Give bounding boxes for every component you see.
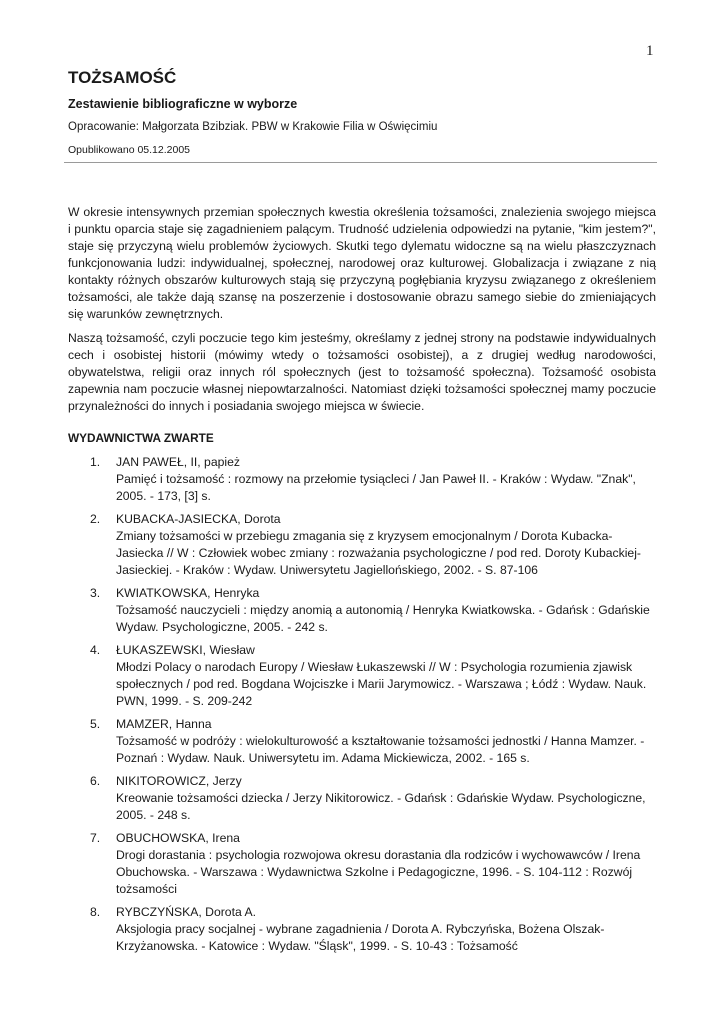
document-body <box>68 204 656 961</box>
entry-description: Zmiany tożsamości w przebiegu zmagania się z kryzysem emocjonalnym / Dorota Kubacka-Jasiecka // W : Człowiek wobec zmiany : rozważania psychologiczne / pod red. Doroty Kubackiej-Jasieckiej. - Kraków : Wydaw. Uniwersytetu Jagiellońskiego, 2002. - S. 87-106 <box>116 529 641 577</box>
entry-description: Tożsamość nauczycieli : między anomią a autonomią / Henryka Kwiatkowska. - Gdańsk : Gdańskie Wydaw. Psychologiczne, 2005. - 242 s. <box>116 603 650 634</box>
entry-author: ŁUKASZEWSKI, Wiesław <box>116 643 255 657</box>
document-title: TOŻSAMOŚĆ <box>68 68 177 87</box>
entry-number: 3. <box>90 586 101 600</box>
header-divider <box>64 162 657 163</box>
entry-number: 2. <box>90 512 101 526</box>
bibliography-entry <box>68 773 656 824</box>
entry-author: MAMZER, Hanna <box>116 717 212 731</box>
bibliography-entry <box>68 585 656 636</box>
section-heading: WYDAWNICTWA ZWARTE <box>68 431 214 445</box>
entry-author: JAN PAWEŁ, II, papież <box>116 455 240 469</box>
intro-paragraph: Naszą tożsamość, czyli poczucie tego kim jesteśmy, określamy z jednej strony na podstawie indywidualnych cech i osobistej historii (mówimy wtedy o tożsamości osobistej), a z drugiej według narodowości, obywatelstwa, religii oraz innych ról społecznych (jest to tożsamość społeczna). Tożsamość osobista zapewnia nam poczucie własnej niepowtarzalności. Natomiast dzięki tożsamości społecznej mamy poczucie przynależności do innych i posiadania swojego miejsca w świecie. <box>68 331 656 413</box>
entry-number: 6. <box>90 774 101 788</box>
published-date: Opublikowano 05.12.2005 <box>68 144 191 156</box>
entry-number: 1. <box>90 455 101 469</box>
entry-author: KWIATKOWSKA, Henryka <box>116 586 260 600</box>
bibliography-entry <box>68 511 656 579</box>
entry-author: KUBACKA-JASIECKA, Dorota <box>116 512 281 526</box>
intro-paragraph: W okresie intensywnych przemian społecznych kwestia określenia tożsamości, znalezienia swojego miejsca i punktu oparcia staje się zagadnieniem palącym. Trudność udzielenia odpowiedzi na pytanie, "kim jestem?", staje się przyczyną wielu problemów życiowych. Skutki tego dylematu widoczne są na wielu płaszczyznach funkcjonowania ludzi: indywidualnej, społecznej, narodowej oraz kulturowej. Globalizacja i związane z nią kontakty różnych obszarów kulturowych stają się przyczyną pogłębiania kryzysu związanego z określeniem tożsamości, ale także dają szansę na poszerzenie i dostosowanie obrazu samego siebie do zmieniających się warunków zewnętrznych. <box>68 205 656 321</box>
bibliography-entry <box>68 642 656 710</box>
entry-description: Kreowanie tożsamości dziecka / Jerzy Nikitorowicz. - Gdańsk : Gdańskie Wydaw. Psychologiczne, 2005. - 248 s. <box>116 791 646 822</box>
entry-number: 4. <box>90 643 101 657</box>
entry-author: OBUCHOWSKA, Irena <box>116 831 240 845</box>
entry-description: Drogi dorastania : psychologia rozwojowa okresu dorastania dla rodziców i wychowawców / Irena Obuchowska. - Warszawa : Wydawnictwa Szkolne i Pedagogiczne, 1996. - S. 104-112 : Rozwój tożsamości <box>116 848 641 896</box>
entry-description: Tożsamość w podróży : wielokulturowość a kształtowanie tożsamości jednostki / Hanna Mamzer. - Poznań : Wydaw. Nauk. Uniwersytetu im. Adama Mickiewicza, 2002. - 165 s. <box>116 734 645 765</box>
entry-number: 7. <box>90 831 101 845</box>
page-number: 1 <box>646 43 654 59</box>
entry-author: NIKITOROWICZ, Jerzy <box>116 774 242 788</box>
bibliography-entry <box>68 716 656 767</box>
bibliography-entry <box>68 454 656 505</box>
entry-number: 5. <box>90 717 101 731</box>
bibliography-entry <box>68 830 656 898</box>
entry-author: RYBCZYŃSKA, Dorota A. <box>116 905 256 919</box>
bibliography-list <box>68 454 656 955</box>
authorship-line: Opracowanie: Małgorzata Bzibziak. PBW w Krakowie Filia w Oświęcimiu <box>68 121 438 133</box>
entry-description: Młodzi Polacy o narodach Europy / Wiesław Łukaszewski // W : Psychologia rozumienia zjawisk społecznych / pod red. Bogdana Wojciszke i Marii Jarymowicz. - Warszawa ; Łódź : Wydaw. Nauk. PWN, 1999. - S. 209-242 <box>116 660 647 708</box>
entry-description: Pamięć i tożsamość : rozmowy na przełomie tysiącleci / Jan Paweł II. - Kraków : Wydaw. "Znak", 2005. - 173, [3] s. <box>116 472 636 503</box>
entry-description: Aksjologia pracy socjalnej - wybrane zagadnienia / Dorota A. Rybczyńska, Bożena Olszak-Krzyżanowska. - Katowice : Wydaw. "Śląsk", 1999. - S. 10-43 : Tożsamość <box>116 922 605 953</box>
entry-number: 8. <box>90 905 101 919</box>
bibliography-entry <box>68 904 656 955</box>
document-subtitle: Zestawienie bibliograficzne w wyborze <box>68 97 298 111</box>
